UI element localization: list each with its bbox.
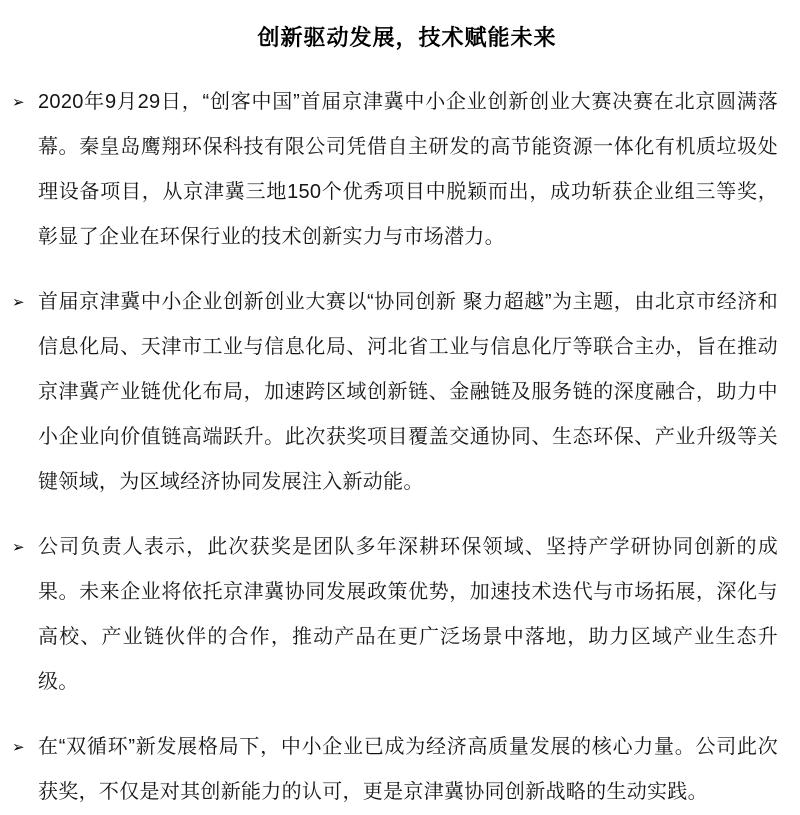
- bullet-paragraph: [0, 525, 778, 705]
- document-title: 创新驱动发展，技术赋能未来: [257, 25, 557, 50]
- paragraph-text: 2020年9月29日，“创客中国”首届京津冀中小企业创新创业大赛决赛在北京圆满落幕。秦皇岛鹰翔环保科技有限公司凭借自主研发的高节能资源一体化有机质垃圾处理设备项目，从京津冀三地150个优秀项目中脱颖而出，成功斩获企业组三等奖，彰显了企业在环保行业的技术创新实力与市场潜力。: [38, 91, 778, 248]
- paragraph-text: 公司负责人表示，此次获奖是团队多年深耕环保领域、坚持产学研协同创新的成果。未来企业将依托京津冀协同发展政策优势，加速技术迭代与市场拓展，深化与高校、产业链伙伴的合作，推动产品在更广泛场景中落地，助力区域产业生态升级。: [38, 536, 778, 693]
- arrow-bullet-icon: ➢: [12, 294, 25, 311]
- paragraph-text: 在“双循环”新发展格局下，中小企业已成为经济高质量发展的核心力量。公司此次获奖，不仅是对其创新能力的认可，更是京津冀协同创新战略的生动实践。: [38, 736, 778, 803]
- arrow-bullet-icon: ➢: [12, 94, 25, 111]
- bullet-paragraph: [0, 80, 778, 260]
- arrow-bullet-icon: ➢: [12, 539, 25, 556]
- bullet-paragraph: [0, 280, 778, 505]
- bullet-paragraph: [0, 725, 778, 815]
- paragraph-text: 首届京津冀中小企业创新创业大赛以“协同创新 聚力超越”为主题，由北京市经济和信息化局、天津市工业与信息化局、河北省工业与信息化厅等联合主办，旨在推动京津冀产业链优化布局，加速跨区域创新链、金融链及服务链的深度融合，助力中小企业向价值链高端跃升。此次获奖项目覆盖交通协同、生态环保、产业升级等关键领域，为区域经济协同发展注入新动能。: [38, 291, 778, 493]
- arrow-bullet-icon: ➢: [12, 739, 25, 756]
